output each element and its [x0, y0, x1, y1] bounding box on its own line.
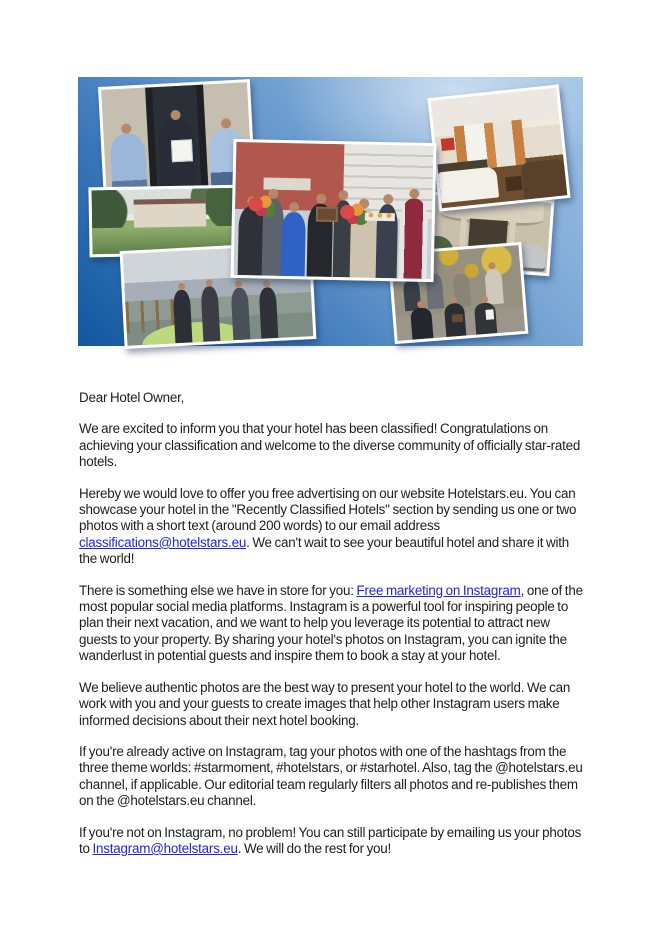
text-segment: If you're not on Instagram, no problem! You can still participate by emailing us your photos to — [79, 824, 582, 856]
stool — [505, 176, 523, 192]
text-segment: . We will do the rest for you! — [237, 840, 392, 856]
photo-collage-banner — [78, 77, 583, 346]
salutation: Dear Hotel Owner, — [79, 390, 185, 405]
person-figure — [281, 212, 306, 276]
email-body — [79, 390, 588, 872]
bed — [438, 167, 499, 203]
building-sign — [263, 177, 311, 190]
person-figure — [259, 287, 278, 338]
person-figure — [231, 287, 250, 340]
person-figure — [201, 286, 221, 342]
text-segment: Hereby we would love to offer you free advertising on our website Hotelstars.eu. You can showcase your hotel in the "Recently Classified Hotels" section by sending us one or two photos with a short text (around 200 words) to our email address — [79, 485, 577, 534]
instagram-email-link[interactable]: Instagram@hotelstars.eu — [92, 840, 238, 856]
paragraph-congratulations: We are excited to inform you that your hotel has been classified! Congratulations on achieving your classification and welcome to the diverse community of officially star-rated hotels. — [79, 421, 581, 470]
photo-celebration-group — [231, 139, 437, 282]
paragraph-instagram-marketing — [79, 583, 588, 665]
drinks-tray — [365, 212, 395, 221]
person-figure — [410, 307, 433, 339]
text-segment: , one of the most popular social media platforms. Instagram is a powerful tool for inspiring people to plan their next vacation, and we want to help you leverage its potential to attract new guests to your property. By sharing your hotel's photos on Instagram, you can ignite the wanderlust in potential guests and inspire them to book a stay at your hotel. — [79, 582, 583, 664]
paragraph-hashtags: If you're already active on Instagram, tag your photos with one of the hashtags from the three theme worlds: #starmoment, #hotelstars, or #starhotel. Also, tag the @hotelstars.eu channel, if applicable. Our editorial team regularly filters all photos and re-publishes them on the @hotelstars.eu channel. — [79, 743, 583, 809]
text-segment: There is something else we have in store for you: — [79, 582, 357, 598]
photo-image — [431, 88, 568, 209]
photo-image — [234, 142, 434, 279]
flower-bouquet — [247, 195, 275, 218]
sofa — [521, 159, 567, 200]
photo-image — [91, 188, 242, 255]
wall-art — [441, 138, 455, 151]
text-segment: . We can't wait to see your beautiful hotel and share it with the world! — [79, 534, 569, 567]
waiter-figure — [399, 199, 428, 279]
paragraph-authentic-photos: We believe authentic photos are the best way to present your hotel to the world. We can work with you and your guests to create images that help other Instagram users make informed decisions about their next hotel booking. — [79, 679, 571, 728]
star-plaque — [452, 314, 464, 323]
person-figure — [173, 289, 193, 343]
paragraph-free-advertising — [79, 486, 588, 568]
certificate — [485, 310, 494, 321]
flower-bouquet — [339, 203, 367, 226]
photo-image — [101, 82, 253, 201]
classifications-email-link[interactable]: classifications@hotelstars.eu — [79, 534, 247, 550]
paragraph-email-photos — [79, 825, 588, 858]
star-plaque — [316, 206, 338, 221]
certificate — [171, 139, 193, 162]
photo-hotel-room — [427, 84, 570, 211]
free-marketing-link[interactable]: Free marketing on Instagram — [356, 582, 521, 598]
